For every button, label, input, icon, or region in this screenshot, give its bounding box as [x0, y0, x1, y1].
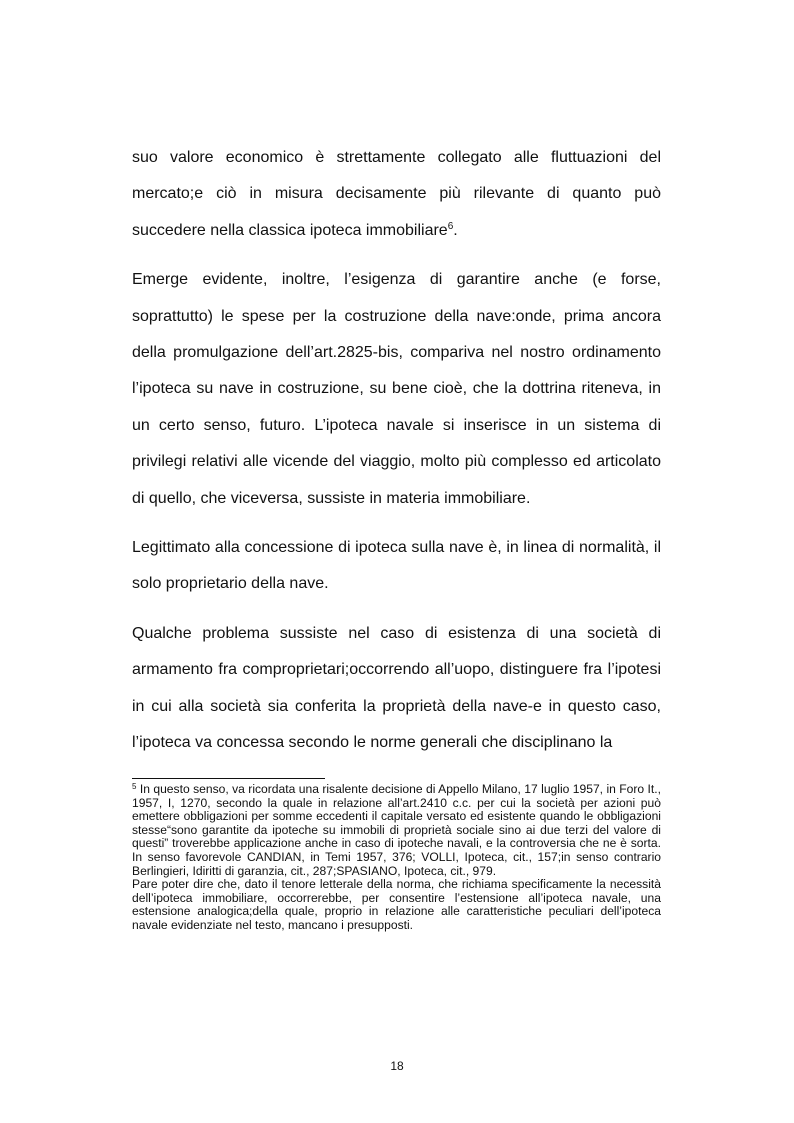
paragraph-1 [132, 140, 661, 249]
footnote-continuation: Pare poter dire che, dato il tenore letterale della norma, che richiama specificamente la necessità dell’ipoteca immobiliare, occorrerebbe, per consentire l’estensione all’ipoteca navale, una estensione analogica;della quale, proprio in relazione alle caratteristiche peculiari dell’ipoteca navale evidenziate nel testo, mancano i presupposti. [132, 877, 661, 932]
footnote-separator [132, 778, 325, 779]
page-number: 18 [390, 1059, 404, 1073]
paragraph-4: Qualche problema sussiste nel caso di esistenza di una società di armamento fra comproprietari;occorrendo all’uopo, distinguere fra l’ipotesi in cui alla società sia conferita la proprietà della nave-e in questo caso, l’ipoteca va concessa secondo le norme generali che disciplinano la [132, 624, 661, 752]
paragraph-1-text: suo valore economico è strettamente collegato alle fluttuazioni del mercato;e ciò in misura decisamente più rilevante di quanto può succedere nella classica ipoteca immobiliare [132, 149, 661, 239]
paragraph-3: Legittimato alla concessione di ipoteca sulla nave è, in linea di normalità, il solo proprietario della nave. [132, 539, 661, 593]
footnote-reference-6[interactable]: 6 [447, 220, 454, 232]
footnotes-section [132, 783, 661, 933]
paragraph-1-end: . [453, 221, 458, 239]
main-text [132, 140, 661, 775]
footnote-5-text: In questo senso, va ricordata una risalente decisione di Appello Milano, 17 luglio 1957, in Foro It., 1957, I, 1270, secondo la quale in relazione all’art.2410 c.c. per cui la società per azioni può emettere obbligazioni per somme eccedenti il capitale versato ed esistente quando le obbligazioni stesse“sono garantite da ipoteche su immobili di proprietà sociale sino ai due terzi del valore di questi” troverebbe applicazione anche in caso di ipoteche navali, e la controversia che ne è sorta. In senso favorevole CANDIAN, in Temi 1957, 376; VOLLI, Ipoteca, cit., 157;in senso contrario Berlingieri, Idiritti di garanzia, cit., 287;SPASIANO, Ipoteca, cit., 979. [132, 782, 661, 878]
footnote-5 [132, 783, 661, 878]
footnote-5-number: 5 [132, 782, 137, 791]
paragraph-2: Emerge evidente, inoltre, l’esigenza di garantire anche (e forse, soprattutto) le spese per la costruzione della nave:onde, prima ancora della promulgazione dell’art.2825-bis, compariva nel nostro ordinamento l’ipoteca su nave in costruzione, su bene cioè, che la dottrina riteneva, in un certo senso, futuro. L’ipoteca navale si inserisce in un sistema di privilegi relativi alle vicende del viaggio, molto più complesso ed articolato di quello, che viceversa, sussiste in materia immobiliare. [132, 271, 661, 507]
